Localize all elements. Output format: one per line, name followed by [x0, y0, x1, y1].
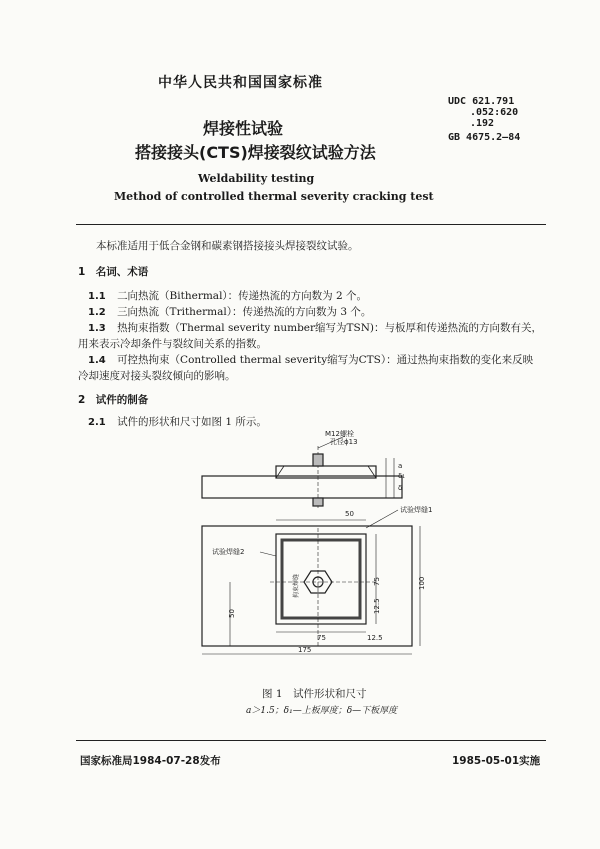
issuer: 国家标准局1984-07-28发布 [80, 755, 221, 767]
term-1-3-cont: 用来表示冷却条件与裂纹间关系的指数。 [78, 338, 267, 350]
figure-note: a＞1.5；δ₁—上板厚度；δ—下板厚度 [246, 706, 398, 716]
dim-50-top: 50 [345, 510, 354, 518]
dim-75-bottom: 75 [317, 634, 326, 642]
item-text: 二向热流（Bithermal）：传递热流的方向数为 2 个。 [117, 290, 368, 302]
section-1-title: 1 名词、术语 [78, 266, 149, 278]
dim-a: a [398, 462, 403, 470]
bolt-head [313, 498, 323, 506]
figure-caption: 图 1 试件形状和尺寸 [262, 688, 367, 700]
bolt-label: M12螺栓 [325, 430, 354, 438]
hole-label: 孔径ϕ13 [330, 438, 358, 446]
dim-175: 175 [298, 646, 312, 654]
bolt-nut [313, 454, 323, 466]
title-en: Weldability testing [198, 172, 315, 185]
udc-code [448, 96, 518, 129]
gb-code: GB 4675.2—84 [448, 132, 521, 143]
dim-12-5-bottom: 12.5 [367, 634, 383, 642]
weld1-label: 试验焊缝1 [400, 506, 433, 514]
item-number: 1.1 [88, 291, 106, 302]
dim-12-5: 12.5 [373, 598, 381, 614]
subtitle-cn: 搭接接头(CTS)焊接裂纹试验方法 [135, 143, 376, 162]
term-1-4-cont: 冷却速度对接头裂纹倾向的影响。 [78, 370, 236, 382]
figure-1-drawing [180, 428, 440, 660]
item-number: 1.3 [88, 323, 106, 334]
item-text: 热拘束指数（Thermal severity number缩写为TSN)：与板厚和传递热流的方向数有关， [117, 322, 543, 334]
term-1-3 [88, 320, 558, 337]
term-1-4 [88, 352, 558, 369]
side-view [202, 446, 402, 508]
footer-rule [76, 740, 546, 741]
standard-body: 中华人民共和国国家标准 [158, 75, 323, 91]
item-number: 1.4 [88, 355, 106, 366]
dim-d1: δ₁ [398, 472, 406, 480]
item-text: 三向热流（Trithermal）：传递热流的方向数为 3 个。 [117, 306, 372, 318]
dim-d: δ [398, 484, 403, 492]
dim-100: 100 [418, 576, 426, 590]
intro-text: 本标准适用于低合金钢和碳素钢搭接接头焊接裂纹试验。 [96, 240, 359, 252]
plan-view [202, 520, 420, 654]
effective-date: 1985-05-01实施 [452, 755, 541, 767]
term-1-2 [88, 304, 558, 321]
section-2-title: 2 试件的制备 [78, 394, 149, 406]
header-rule [76, 224, 546, 225]
udc-line: .052:620 [470, 107, 519, 118]
title-cn: 焊接性试验 [203, 119, 284, 138]
item-text: 可控热拘束（Controlled thermal severity缩写为CTS）：通过热拘束指数的变化来反映 [117, 354, 534, 366]
upper-plate-plan [276, 534, 366, 624]
subtitle-en: Method of controlled thermal severity cracking test [114, 190, 434, 203]
udc-line: UDC 621.791 [448, 96, 515, 107]
weld2-label: 试验焊缝2 [212, 548, 245, 556]
fix-weld-label: 拘束焊缝 [293, 573, 300, 598]
item-text: 试件的形状和尺寸如图 1 所示。 [117, 416, 267, 428]
item-number: 2.1 [88, 417, 106, 428]
dim-50-left: 50 [228, 609, 236, 618]
udc-line: .192 [470, 118, 495, 129]
item-number: 1.2 [88, 307, 106, 318]
term-1-1 [88, 288, 558, 305]
lower-plate [202, 476, 402, 498]
dim-75-right: 75 [373, 577, 381, 586]
